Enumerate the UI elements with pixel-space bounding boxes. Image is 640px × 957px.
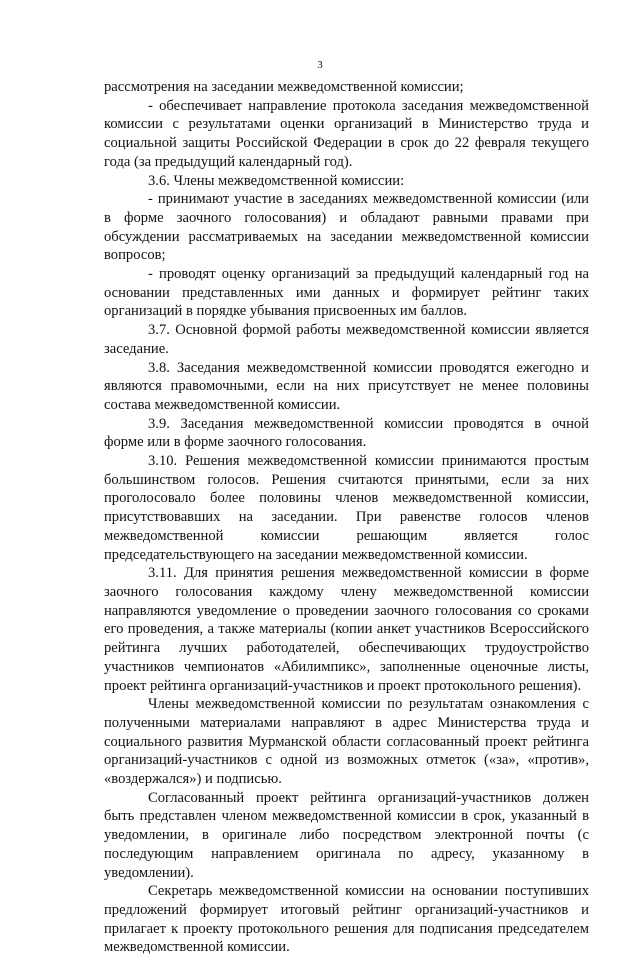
paragraph: - принимают участие в заседаниях межведомственной комиссии (или в форме заочного голосования) и обладают равными правами при обсуждении рассматриваемых на заседании межведомственной комиссии вопросов;	[104, 191, 589, 264]
paragraph: Секретарь межведомственной комиссии на основании поступивших предложений формирует итоговый рейтинг организаций-участников и прилагает к проекту протокольного решения для подписания председателем межведомственной комиссии.	[104, 883, 589, 956]
paragraph: Согласованный проект рейтинга организаций-участников должен быть представлен членом межведомственной комиссии в срок, указанный в уведомлении, в оригинале либо посредством электронной почты (с последующим направлением оригинала по адресу, указанному в уведомлении).	[104, 789, 589, 881]
paragraph: рассмотрения на заседании межведомственной комиссии;	[104, 79, 464, 95]
paragraph: Члены межведомственной комиссии по результатам ознакомления с полученными материалами направляют в адрес Министерства труда и социального развития Мурманской области согласованный проект рейтинга организаций-участников с одной из возможных отметок («за», «против», «воздержался») и подписью.	[104, 696, 589, 788]
paragraph: 3.11. Для принятия решения межведомственной комиссии в форме заочного голосования каждому члену межведомственной комиссии направляются уведомление о проведении заочного голосования со сроками его проведения, а также материалы (копии анкет участников Всероссийского рейтинга лучших работодателей, обеспечивающих трудоустройство участников чемпионатов «Абилимпикс», заполненные оценочные листы, проект рейтинга организаций-участников и проект протокольного решения).	[104, 565, 589, 694]
paragraph: 3.10. Решения межведомственной комиссии принимаются простым большинством голосов. Решения считаются принятыми, если за них проголосовало более половины членов межведомственной комиссии, присутствовавших на заседании. При равенстве голосов членов межведомственной комиссии решающим является голос председательствующего на заседании межведомственной комиссии.	[104, 453, 589, 563]
paragraph: 3.8. Заседания межведомственной комиссии проводятся ежегодно и являются правомочными, если на них присутствует не менее половины состава межведомственной комиссии.	[104, 359, 589, 413]
paragraph: - обеспечивает направление протокола заседания межведомственной комиссии с результатами оценки организаций в Министерство труда и социальной защиты Российской Федерации в срок до 22 февраля текущего года (за предыдущий календарный год).	[104, 97, 589, 170]
page-number: 3	[317, 59, 323, 71]
paragraph: 3.6. Члены межведомственной комиссии:	[148, 172, 405, 189]
paragraph: 3.7. Основной формой работы межведомственной комиссии является заседание.	[104, 322, 589, 357]
document-body	[104, 78, 589, 957]
paragraph: - проводят оценку организаций за предыдущий календарный год на основании представленных ими данных и формирует рейтинг таких организаций в порядке убывания присвоенных им баллов.	[104, 266, 589, 320]
paragraph: 3.9. Заседания межведомственной комиссии проводятся в очной форме или в форме заочного голосования.	[104, 415, 589, 451]
